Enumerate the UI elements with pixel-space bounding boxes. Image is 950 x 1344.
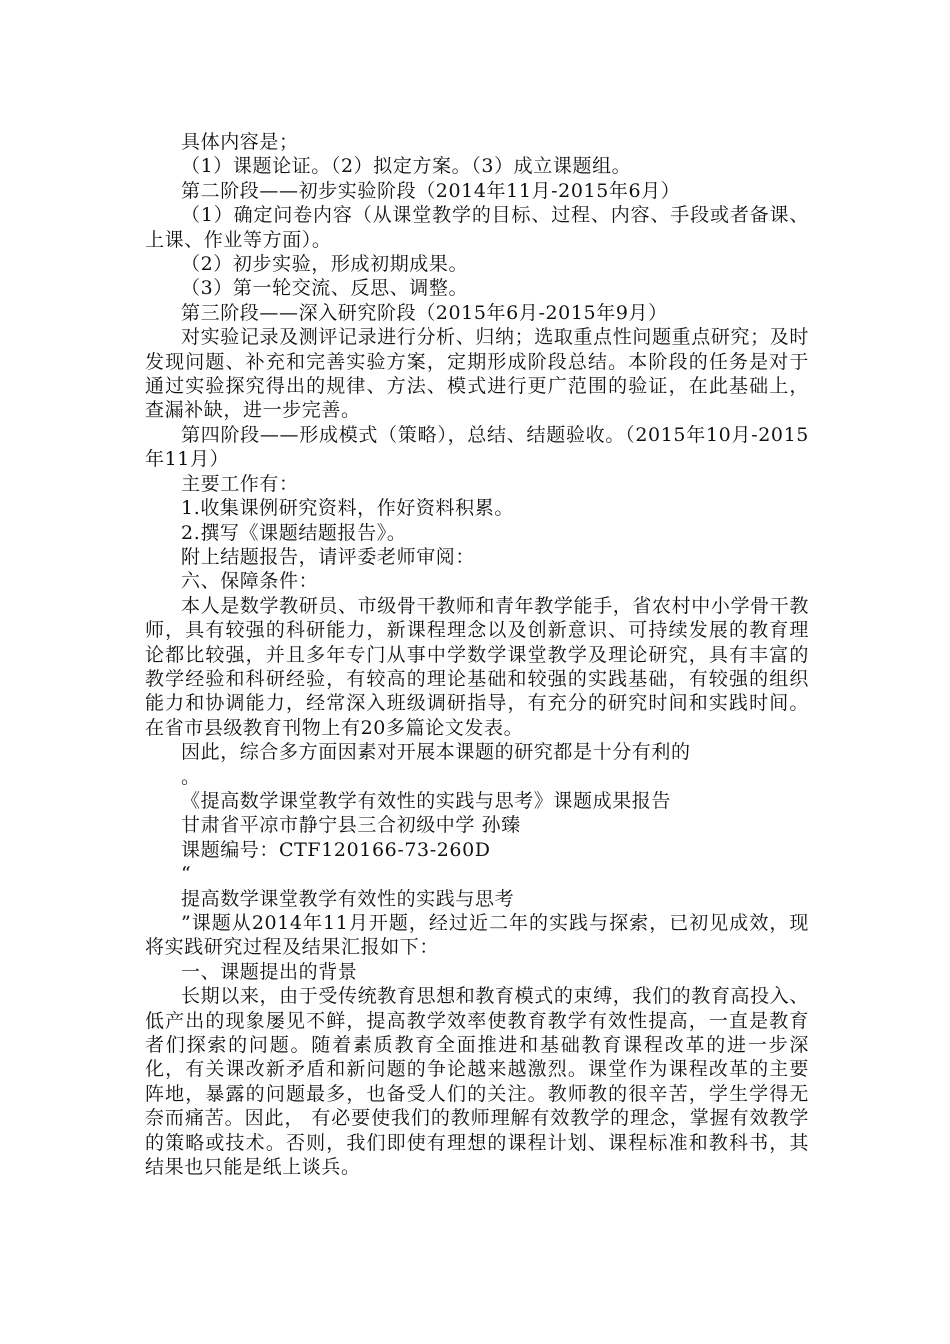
section-heading: 一、课题提出的背景 — [181, 960, 358, 983]
paragraph: （3）第一轮交流、反思、调整。 — [181, 277, 469, 300]
section-heading: 第二阶段——初步实验阶段（2014年11月-2015年6月） — [181, 179, 681, 202]
paragraph: “ — [181, 863, 192, 886]
report-title: 《提高数学课堂教学有效性的实践与思考》课题成果报告 — [181, 789, 672, 812]
paragraph: 。 — [181, 765, 201, 788]
section-heading: 六、保障条件： — [181, 570, 319, 593]
paragraph: 对实验记录及测评记录进行分析、归纳；选取重点性问题重点研究；及时发现问题、补充和完善实验方案，定期形成阶段总结。本阶段的任务是对于通过实验探究得出的规律、方法、模式进行更广范围的验证，在此基础上，查漏补缺，进一步完善。 — [145, 326, 809, 422]
paragraph: 主要工作有： — [181, 472, 299, 495]
paragraph: 因此，综合多方面因素对开展本课题的研究都是十分有利的 — [181, 741, 691, 764]
paragraph: ”课题从2014年11月开题，经过近二年的实践与探索，已初见成效，现将实践研究过程及结果汇报如下： — [145, 912, 809, 959]
list-item: 1.收集课例研究资料，作好资料积累。 — [181, 497, 514, 520]
paragraph: （1）确定问卷内容（从课堂教学的目标、过程、内容、手段或者备课、上课、作业等方面）。 — [145, 204, 809, 251]
paragraph: 提高数学课堂教学有效性的实践与思考 — [181, 887, 515, 910]
paragraph: （2）初步实验，形成初期成果。 — [181, 253, 469, 276]
section-heading: 第三阶段——深入研究阶段（2015年6月-2015年9月） — [181, 301, 668, 324]
section-heading: 第四阶段——形成模式（策略），总结、结题验收。（2015年10月-2015年11月） — [145, 423, 809, 471]
paragraph: 本人是数学教研员、市级骨干教师和青年教学能手，省农村中小学骨干教师，具有较强的科研能力，新课程理念以及创新意识、可持续发展的教育理论都比较强，并且多年专门从事中学数学课堂教学及理论研究，具有丰富的教学经验和科研经验，有较高的理论基础和较强的实践基础，有较强的组织能力和协调能力，经常深入班级调研指导，有充分的研究时间和实践时间。在省市县级教育刊物上有20多篇论文发表。 — [145, 594, 809, 739]
paragraph: 具体内容是； — [181, 131, 299, 153]
list-item: 2.撰写《课题结题报告》。 — [181, 521, 407, 544]
document-body — [145, 130, 809, 1179]
report-code: 课题编号：CTF120166-73-260D — [181, 838, 491, 861]
paragraph: 长期以来，由于受传统教育思想和教育模式的束缚，我们的教育高投入、低产出的现象屡见不鲜，提高教学效率使教育教学有效性提高，一直是教育者们探索的问题。随着素质教育全面推进和基础教育课程改革的进一步深化，有关课改新矛盾和新问题的争论越来越激烈。课堂作为课程改革的主要阵地，暴露的问题最多，也备受人们的关注。教师教的很辛苦，学生学得无奈而痛苦。因此， 有必要使我们的教师理解有效教学的理念，掌握有效教学的策略或技术。否则，我们即使有理想的课程计划、课程标准和教科书，其结果也只能是纸上谈兵。 — [145, 985, 809, 1179]
paragraph: （1）课题论证。（2）拟定方案。（3）成立课题组。 — [181, 155, 632, 178]
paragraph: 附上结题报告，请评委老师审阅： — [181, 545, 476, 568]
report-author: 甘肃省平凉市静宁县三合初级中学 孙臻 — [181, 814, 521, 837]
